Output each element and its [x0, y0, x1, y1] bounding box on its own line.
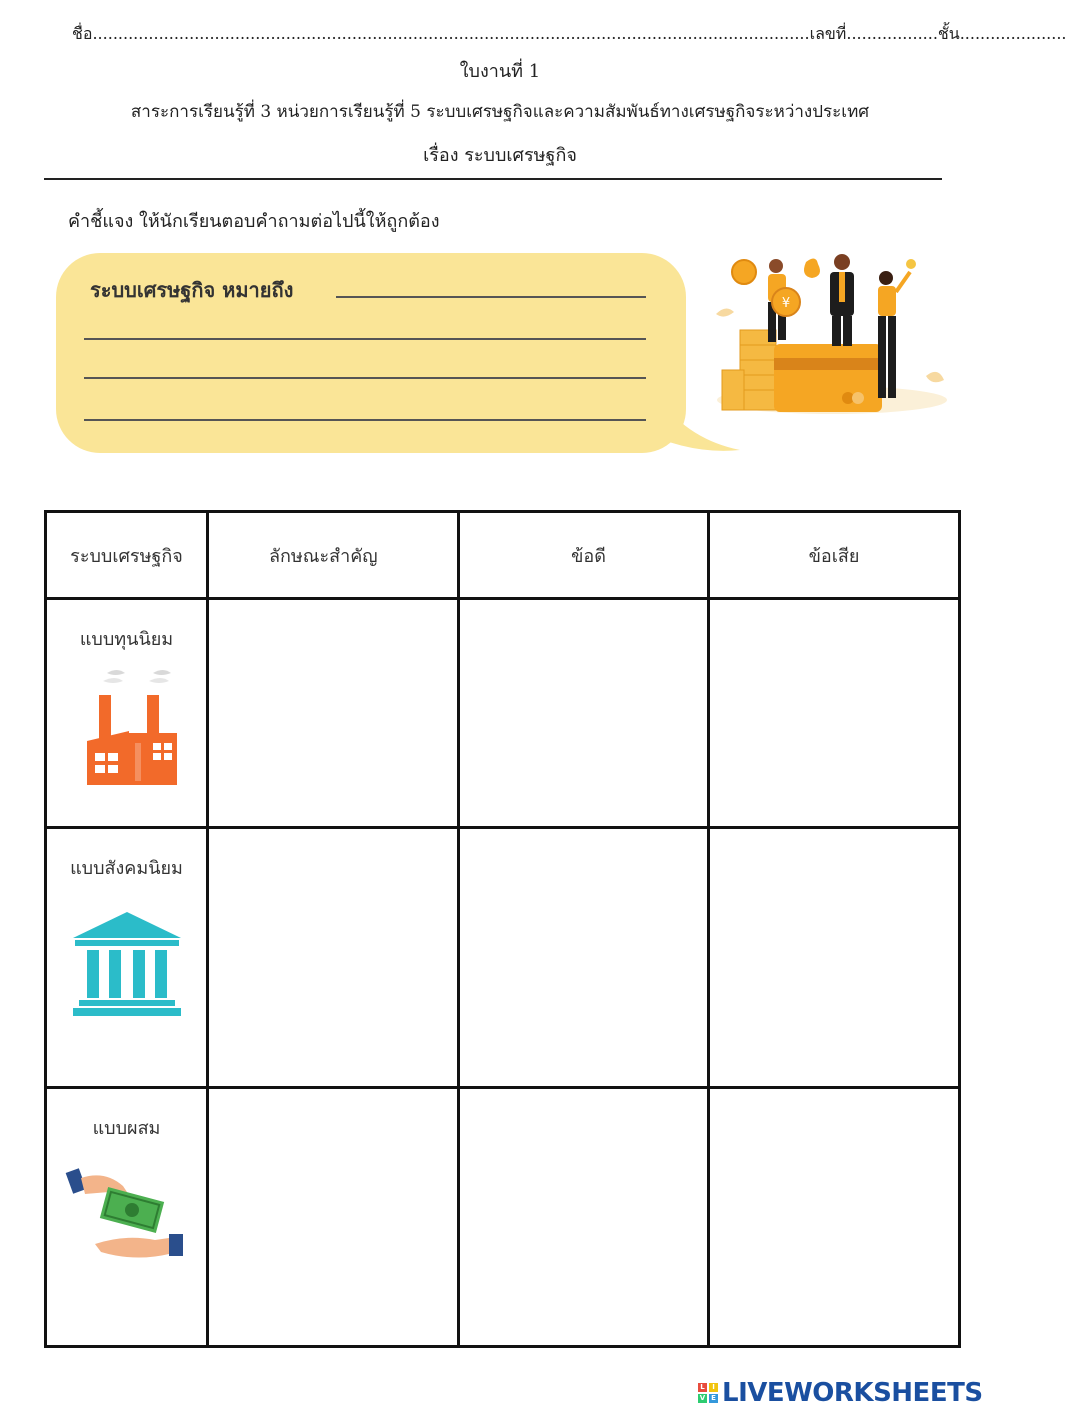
header-disadvantages-label: ข้อเสีย — [808, 545, 860, 567]
liveworksheets-logo — [698, 1378, 983, 1408]
table-header-row — [46, 512, 960, 599]
topic-line: เรื่อง ระบบเศรษฐกิจ — [423, 145, 577, 166]
row-label-socialism: แบบสังคมนิยม — [70, 858, 183, 879]
logo-blocks-icon — [698, 1383, 718, 1403]
row-label-capitalism: แบบทุนนิยม — [79, 629, 174, 650]
answer-line-1[interactable] — [336, 296, 646, 298]
disadvantages-cell[interactable] — [709, 599, 960, 828]
disadvantages-cell[interactable] — [709, 828, 960, 1088]
header-advantages-label: ข้อดี — [571, 545, 606, 567]
logo-block-e: E — [709, 1394, 718, 1403]
table-row — [46, 828, 960, 1088]
row-label-cell — [46, 599, 208, 828]
advantages-cell[interactable] — [459, 1088, 709, 1347]
header-advantages — [459, 512, 709, 599]
svg-text:¥: ¥ — [781, 296, 791, 311]
advantages-cell[interactable] — [459, 828, 709, 1088]
economic-systems-table — [44, 510, 961, 1348]
logo-block-l: L — [698, 1383, 707, 1392]
subject-line: สาระการเรียนรู้ที่ 3 หน่วยการเรียนรู้ที่ 5 ระบบเศรษฐกิจและความสัมพันธ์ทางเศรษฐกิจระหว่างประเทศ — [130, 102, 870, 122]
row-label-mixed: แบบผสม — [92, 1118, 161, 1139]
business-people-coins-illustration — [712, 250, 948, 418]
header-divider — [44, 178, 942, 180]
characteristics-cell[interactable] — [208, 599, 459, 828]
row-label-cell — [46, 1088, 208, 1347]
factory-icon — [77, 667, 177, 787]
government-building-icon — [69, 910, 185, 1020]
answer-line-3[interactable] — [84, 377, 646, 379]
worksheet-title: ใบงานที่ 1 — [459, 61, 541, 82]
logo-block-i: I — [709, 1383, 718, 1392]
header-disadvantages — [709, 512, 960, 599]
class-field[interactable]: ..................... — [959, 24, 1067, 43]
money-exchange-hands-icon — [65, 1164, 189, 1264]
characteristics-cell[interactable] — [208, 828, 459, 1088]
number-label: เลขที่ — [809, 24, 847, 43]
table-row — [46, 1088, 960, 1347]
logo-block-v: V — [699, 1394, 706, 1402]
answer-line-2[interactable] — [84, 338, 646, 340]
logo-text: LIVEWORKSHEETS — [722, 1378, 983, 1408]
header-characteristics — [208, 512, 459, 599]
row-label-cell — [46, 828, 208, 1088]
characteristics-cell[interactable] — [208, 1088, 459, 1347]
advantages-cell[interactable] — [459, 599, 709, 828]
disadvantages-cell[interactable] — [709, 1088, 960, 1347]
definition-prompt: ระบบเศรษฐกิจ หมายถึง — [90, 278, 294, 302]
table-row — [46, 599, 960, 828]
instruction-text: คำชี้แจง ให้นักเรียนตอบคำถามต่อไปนี้ให้ถูกต้อง — [68, 211, 440, 232]
name-label: ชื่อ — [72, 24, 93, 43]
header-characteristics-label: ลักษณะสำคัญ — [269, 545, 378, 567]
answer-line-4[interactable] — [84, 419, 646, 421]
name-field[interactable]: ............................................................................................................................................. — [92, 24, 810, 43]
header-economic-system: ระบบเศรษฐกิจ — [46, 512, 208, 599]
number-field[interactable]: .................. — [846, 24, 938, 43]
student-info-line — [72, 22, 1067, 47]
class-label: ชั้น — [937, 24, 960, 43]
